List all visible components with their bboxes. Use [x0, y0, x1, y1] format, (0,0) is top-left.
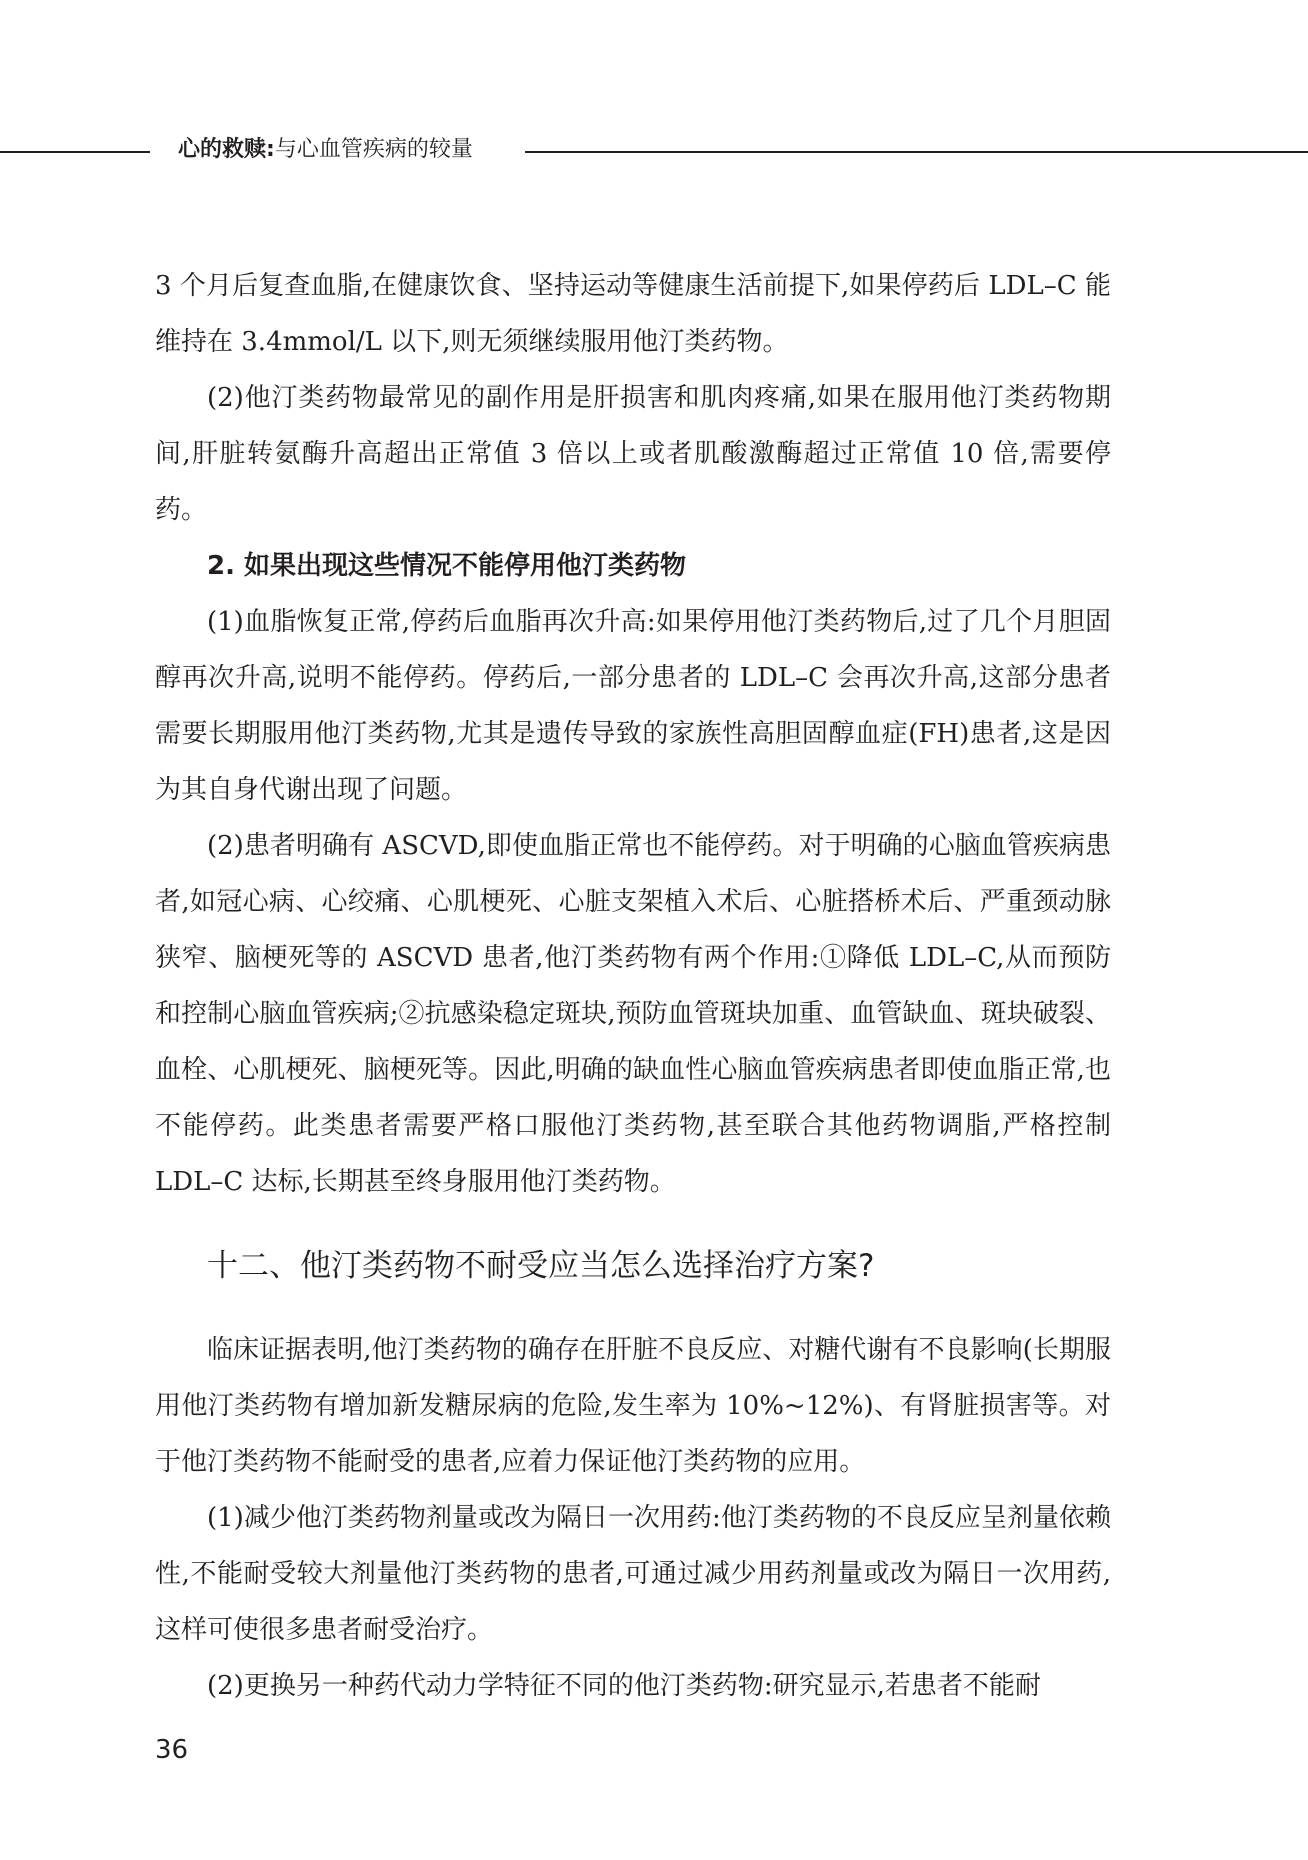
paragraph-clinical-evidence: 临床证据表明,他汀类药物的确存在肝脏不良反应、对糖代谢有不良影响(长期服用他汀类药物有增加新发糖尿病的危险,发生率为 10%~12%)、有肾脏损害等。对于他汀类药物不能耐受的患者,应着力保证他汀类药物的应用。	[155, 1335, 1111, 1477]
book-subtitle: 与心血管疾病的较量	[274, 137, 473, 162]
title-separator: :	[266, 137, 275, 162]
page-body	[155, 258, 1111, 1714]
subheading-cannot-stop: 2. 如果出现这些情况不能停用他汀类药物	[207, 551, 687, 581]
paragraph-reduce-dose: (1)减少他汀类药物剂量或改为隔日一次用药:他汀类药物的不良反应呈剂量依赖性,不能耐受较大剂量他汀类药物的患者,可通过减少用药剂量或改为隔日一次用药,这样可使很多患者耐受治疗。	[155, 1503, 1111, 1645]
header-rule-right	[525, 151, 1308, 153]
running-head-title	[178, 132, 473, 168]
paragraph-lipid-rebound: (1)血脂恢复正常,停药后血脂再次升高:如果停用他汀类药物后,过了几个月胆固醇再次升高,说明不能停药。停药后,一部分患者的 LDL–C 会再次升高,这部分患者需要长期服用他汀类药物,尤其是遗传导致的家族性高胆固醇血症(FH)患者,这是因为其自身代谢出现了问题。	[155, 607, 1112, 805]
paragraph-ascvd: (2)患者明确有 ASCVD,即使血脂正常也不能停药。对于明确的心脑血管疾病患者,如冠心病、心绞痛、心肌梗死、心脏支架植入术后、心脏搭桥术后、严重颈动脉狭窄、脑梗死等的 ASCVD 患者,他汀类药物有两个作用:①降低 LDL–C,从而预防和控制心脑血管疾病;②抗感染稳定斑块,预防血管斑块加重、血管缺血、斑块破裂、血栓、心肌梗死、脑梗死等。因此,明确的缺血性心脑血管疾病患者即使血脂正常,也不能停药。此类患者需要严格口服他汀类药物,甚至联合其他药物调脂,严格控制 LDL–C 达标,长期甚至终身服用他汀类药物。	[155, 831, 1111, 1197]
paragraph-continuation: 3 个月后复查血脂,在健康饮食、坚持运动等健康生活前提下,如果停药后 LDL–C 能维持在 3.4mmol/L 以下,则无须继续服用他汀类药物。	[155, 271, 1111, 357]
running-head	[0, 130, 1308, 170]
paragraph-switch-statin: (2)更换另一种药代动力学特征不同的他汀类药物:研究显示,若患者不能耐	[207, 1671, 1041, 1701]
page-number: 36	[155, 1735, 189, 1765]
paragraph-side-effects: (2)他汀类药物最常见的副作用是肝损害和肌肉疼痛,如果在服用他汀类药物期间,肝脏转氨酶升高超出正常值 3 倍以上或者肌酸激酶超过正常值 10 倍,需要停药。	[155, 383, 1111, 525]
header-rule-left	[0, 151, 150, 153]
book-title: 心的救赎	[178, 137, 267, 162]
section-title-intolerance: 十二、他汀类药物不耐受应当怎么选择治疗方案?	[207, 1248, 875, 1284]
